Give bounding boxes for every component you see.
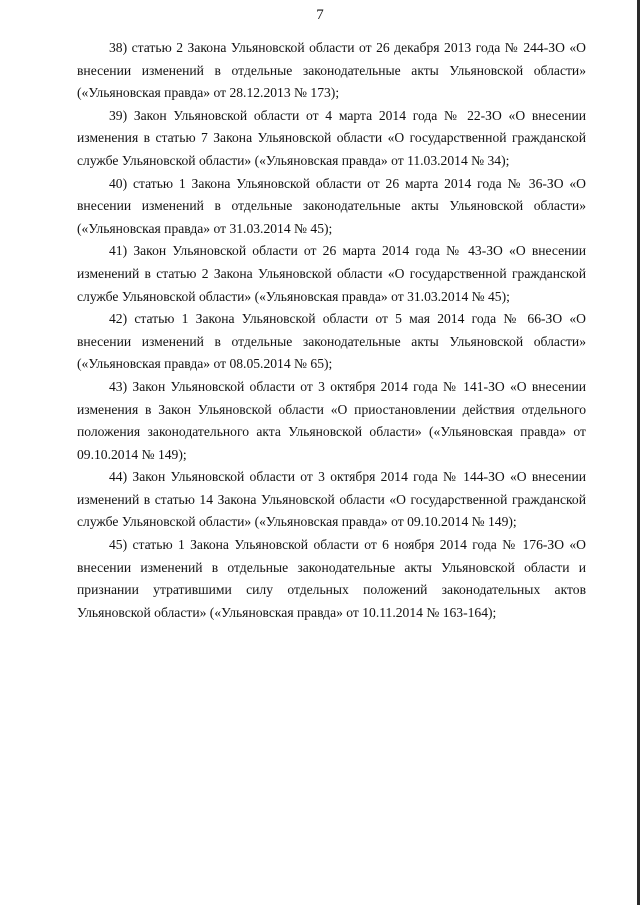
document-body: [77, 37, 586, 624]
list-item-40: 40) статью 1 Закона Ульяновской области от 26 марта 2014 года № 36-ЗО «О внесении изменений в отдельные законодательные акты Ульяновской области» («Ульяновская правда» от 31.03.2014 № 45);: [77, 175, 586, 236]
list-item-39: 39) Закон Ульяновской области от 4 марта 2014 года № 22-ЗО «О внесении изменения в статью 7 Закона Ульяновской области «О государственной гражданской службе Ульяновской области» («Ульяновская правда» от 11.03.2014 № 34);: [77, 107, 586, 168]
list-item-42: 42) статью 1 Закона Ульяновской области от 5 мая 2014 года № 66-ЗО «О внесении изменений в отдельные законодательные акты Ульяновской области» («Ульяновская правда» от 08.05.2014 № 65);: [77, 311, 586, 372]
page-number: 7: [316, 7, 324, 23]
list-item-38: 38) статью 2 Закона Ульяновской области от 26 декабря 2013 года № 244-ЗО «О внесении изменений в отдельные законодательные акты Ульяновской области» («Ульяновская правда» от 28.12.2013 № 173);: [77, 40, 586, 101]
list-item-43: 43) Закон Ульяновской области от 3 октября 2014 года № 141-ЗО «О внесении изменения в Закон Ульяновской области «О приостановлении действия отдельного положения законодательного акта Ульяновской области» («Ульяновская правда» от 09.10.2014 № 149);: [77, 378, 586, 462]
list-item-45: 45) статью 1 Закона Ульяновской области от 6 ноября 2014 года № 176-ЗО «О внесении изменений в отдельные законодательные акты Ульяновской области и признании утратившими силу отдельных положений законодательных актов Ульяновской области» («Ульяновская правда» от 10.11.2014 № 163-164);: [77, 537, 586, 620]
list-item-44: 44) Закон Ульяновской области от 3 октября 2014 года № 144-ЗО «О внесении изменений в статью 14 Закона Ульяновской области «О государственной гражданской службе Ульяновской области» («Ульяновская правда» от 09.10.2014 № 149);: [77, 469, 586, 530]
list-item-41: 41) Закон Ульяновской области от 26 марта 2014 года № 43-ЗО «О внесении изменений в статью 2 Закона Ульяновской области «О государственной гражданской службе Ульяновской области» («Ульяновская правда» от 31.03.2014 № 45);: [77, 243, 586, 304]
